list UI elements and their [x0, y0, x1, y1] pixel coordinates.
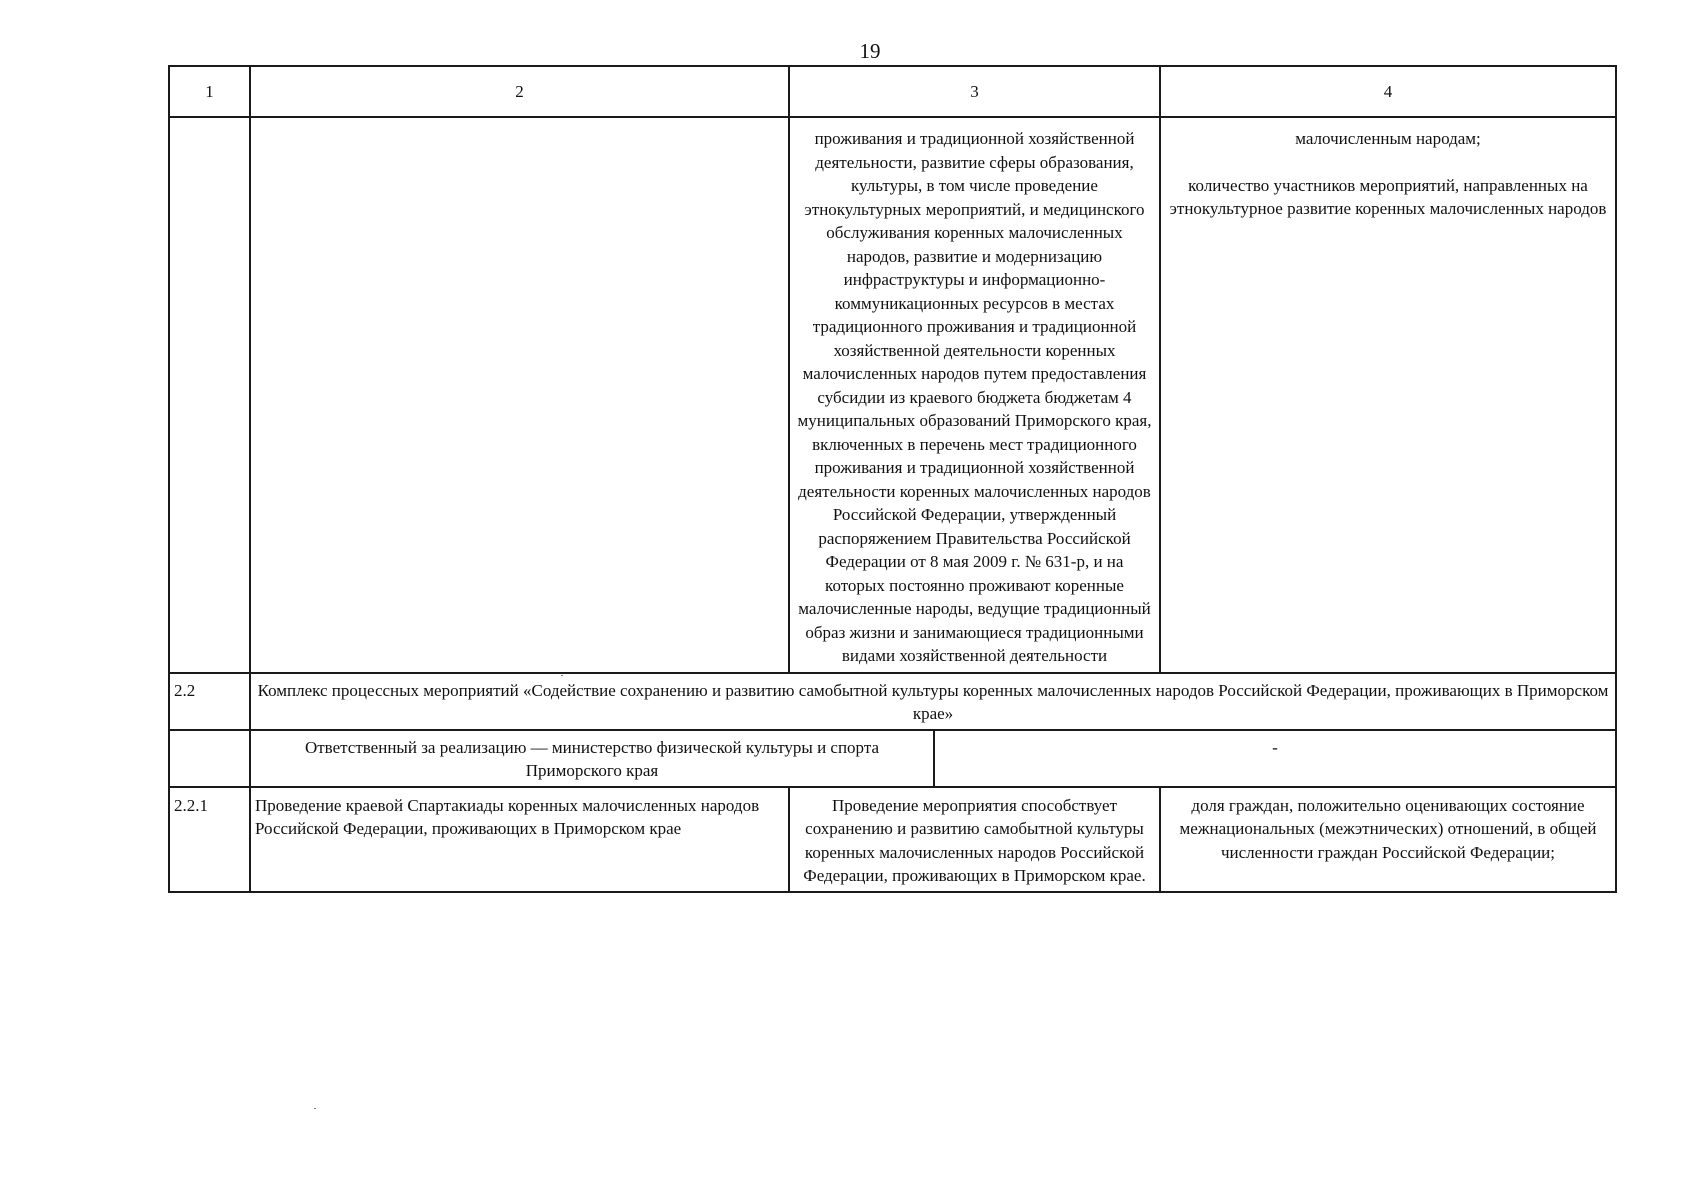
responsible-empty-cell — [169, 730, 250, 787]
paragraph-gap — [1165, 151, 1611, 174]
responsible-label: Ответственный за реализацию — министерство физической культуры и спорта Приморского края — [250, 730, 934, 787]
indicator-text-line-2: количество участников мероприятий, направленных на этнокультурное развитие коренных малочисленных народов — [1169, 175, 1607, 218]
header-col-3: 3 — [789, 66, 1160, 117]
continuation-indicator-cell — [1160, 117, 1616, 673]
responsible-row — [169, 730, 1616, 787]
section-title: Комплекс процессных мероприятий «Содействие сохранению и развитию самобытной культуры коренных малочисленных народов Российской Федерации, проживающих в Приморском крае» — [250, 673, 1616, 730]
table-header-row — [169, 66, 1616, 117]
scan-speck — [561, 675, 563, 676]
item-indicator: доля граждан, положительно оценивающих состояние межнациональных (межэтнических) отношений, в общей численности граждан Российской Федерации; — [1160, 787, 1616, 892]
continuation-name-cell — [250, 117, 789, 673]
section-number: 2.2 — [169, 673, 250, 730]
item-name: Проведение краевой Спартакиады коренных малочисленных народов Российской Федерации, проживающих в Приморском крае — [250, 787, 789, 892]
header-col-1: 1 — [169, 66, 250, 117]
header-col-2: 2 — [250, 66, 789, 117]
section-row — [169, 673, 1616, 730]
item-effect: Проведение мероприятия способствует сохранению и развитию самобытной культуры коренных малочисленных народов Российской Федерации, проживающих в Приморском крае. — [789, 787, 1160, 892]
scan-speck — [314, 1108, 316, 1109]
item-row — [169, 787, 1616, 892]
responsible-value: - — [934, 730, 1616, 787]
continuation-effect-cell: проживания и традиционной хозяйственной деятельности, развитие сферы образования, культуры, в том числе проведение этнокультурных мероприятий, и медицинского обслуживания коренных малочисленных народов, развитие и модернизацию инфраструктуры и информационно-коммуникационных ресурсов в местах традиционного проживания и традиционной хозяйственной деятельности коренных малочисленных народов путем предоставления субсидии из краевого бюджета бюджетам 4 муниципальных образований Приморского края, включенных в перечень мест традиционного проживания и традиционной хозяйственной деятельности коренных малочисленных народов Российской Федерации, утвержденный распоряжением Правительства Российской Федерации от 8 мая 2009 г. № 631-р, и на которых постоянно проживают коренные малочисленные народы, ведущие традиционный образ жизни и занимающиеся традиционными видами хозяйственной деятельности — [789, 117, 1160, 673]
indicator-text-line-1: малочисленным народам; — [1295, 129, 1481, 148]
header-col-4: 4 — [1160, 66, 1616, 117]
continuation-row — [169, 117, 1616, 673]
continuation-number-cell — [169, 117, 250, 673]
page-number: 19 — [859, 39, 881, 63]
item-number: 2.2.1 — [169, 787, 250, 892]
measures-table — [168, 65, 1617, 893]
